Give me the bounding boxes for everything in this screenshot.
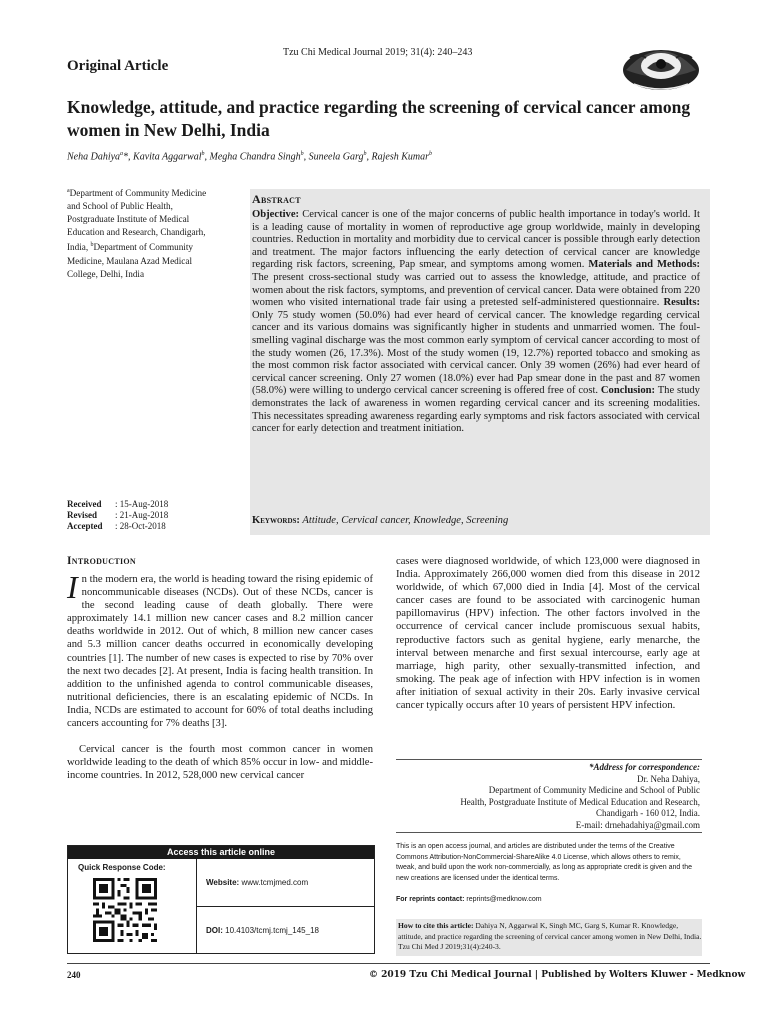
date-row <box>67 499 168 510</box>
website-info <box>206 878 308 887</box>
cite-text: Dahiya N, Aggarwal K, Singh MC, Garg S, Kumar R. Knowledge, attitude, and practice regarding the screening of cervical cancer among women in New Delhi, India. Tzu Chi Med J 2019;31(4):240-3. <box>398 921 702 951</box>
correspondence-name: Dr. Neha Dahiya, <box>637 773 700 784</box>
author-name: Suneela Garg <box>308 151 364 163</box>
divider <box>196 906 374 907</box>
affil-mark: a <box>67 188 70 194</box>
article-dates <box>67 499 168 532</box>
keywords-value: Attitude, Cervical cancer, Knowledge, Screening <box>299 515 509 526</box>
objective-text: Cervical cancer is one of the major concerns of public health importance in today's world. It is a leading cause of mortality in women of reproductive age group worldwide, mainly in developing countries. Reduction in mortality and morbidity due to cervical cancer is possible through early detection and treatment. The major factors influencing the early detection of cervical cancer are knowledge regarding risk factors, screening, Pap smear, and symptoms among women. <box>252 209 700 271</box>
correspondence-line: Health, Postgraduate Institute of Medical Education and Research, <box>460 796 700 807</box>
drop-cap: I <box>67 569 78 605</box>
left-column <box>67 569 373 782</box>
license-text: This is an open access journal, and articles are distributed under the terms of the Creative Commons Attribution-NonCommercial-ShareAlike 4.0 License, which allows others to remix, tweak, and build upon the work non-commercially, as long as appropriate credit is given and the new creations are licensed under the identical terms. <box>396 843 692 882</box>
author-list: Neha Dahiya$^a$*, Kavita Aggarwal$^b$, Megha Chandra Singh$^b$, Suneela Garg$^b$, Rajesh Kumar$^b$ <box>67 151 432 163</box>
author-name: Neha Dahiya <box>67 151 121 163</box>
methods-label: Materials and Methods: <box>588 259 700 271</box>
author-affil-mark: b <box>363 151 367 157</box>
affiliations <box>67 185 207 281</box>
website-label: Website: <box>206 878 240 887</box>
qr-code-icon[interactable] <box>93 876 157 944</box>
date-label: Revised <box>67 510 97 520</box>
conclusion-label: Conclusion: <box>600 385 656 397</box>
corresponding-mark: * <box>123 151 129 163</box>
author-name: Kavita Aggarwal <box>133 151 202 163</box>
correspondence-email: E-mail: drnehadahiya@gmail.com <box>575 819 700 830</box>
footer-divider <box>67 963 710 964</box>
qr-label: Quick Response Code: <box>78 863 166 872</box>
correspondence-line: Chandigarh - 160 012, India. <box>596 808 700 818</box>
objective-label: Objective: <box>252 209 300 220</box>
publisher-line: © 2019 Tzu Chi Medical Journal | Published by Wolters Kluwer - Medknow <box>369 970 746 980</box>
introduction-heading: Introduction <box>67 555 136 567</box>
author-affil-mark: a <box>120 151 124 157</box>
date-value: : 21-Aug-2018 <box>115 510 169 520</box>
access-heading: Access this article online <box>68 846 374 859</box>
journal-reference: Tzu Chi Medical Journal 2019; 31(4): 240–243 <box>283 47 473 58</box>
reprints-contact <box>396 896 542 903</box>
affil-b-text: Department of Community Medicine, Maulana Azad Medical College, Delhi, India <box>67 242 193 279</box>
keywords-heading: Keywords: <box>252 515 300 526</box>
results-label: Results: <box>663 297 700 309</box>
intro-paragraph <box>67 569 373 730</box>
date-row <box>67 510 168 521</box>
abstract-text <box>252 209 700 436</box>
reprints-label: For reprints contact: <box>396 896 465 903</box>
journal-logo-icon <box>620 40 702 92</box>
doi-link[interactable]: 10.4103/tcmj.tcmj_145_18 <box>225 926 319 935</box>
doi-info <box>206 926 319 935</box>
website-link[interactable]: www.tcmjmed.com <box>241 878 309 887</box>
right-column <box>396 555 700 712</box>
intro-paragraph: cases were diagnosed worldwide, of which 123,000 were diagnosed in India. Approximately 266,000 women died from this disease in 2012 worldwide, of which 67,000 died in India [4]. Most of the cervical cancer cases are found to be associated with carcinogenic human papillomavirus (HPV) infection. The other factors involved in the occurrence of cervical cancer include promiscuous sexual habits, reproductive factors such as genital hygiene, early menarche, the interval between menarche and first sexual intercourse, early age at marriage, high parity, other sexually-transmitted infection, and smoking. The peak age of infection with HPV infection is in women after initiation of sexual activity in their 20s. Early invasive cervical cancer typically occurs after 10 years of persistent HPV infection. <box>396 556 700 712</box>
reprints-email[interactable]: reprints@medknow.com <box>466 896 542 903</box>
author-affil-mark: b <box>429 151 432 157</box>
correspondence-block <box>396 762 700 831</box>
divider <box>396 832 702 833</box>
doi-label: DOI: <box>206 926 223 935</box>
access-box <box>67 845 375 954</box>
article-type: Original Article <box>67 58 169 74</box>
date-value: : 15-Aug-2018 <box>115 499 169 509</box>
affil-mark: b <box>90 242 94 249</box>
article-title: Knowledge, attitude, and practice regarding the screening of cervical cancer among women in New Delhi, India <box>67 97 691 140</box>
date-value: : 28-Oct-2018 <box>115 521 166 531</box>
author-name: Megha Chandra Singh <box>209 151 301 163</box>
methods-text: The present cross-sectional study was carried out to assess the knowledge, attitude, and practice of women about the risk factors, symptoms, and prevention of cervical cancer. Data were obtained from 220 women who visited international trade fair using a pretested self-administered questionnaire. <box>252 271 700 309</box>
keywords <box>252 515 700 526</box>
intro-paragraph: Cervical cancer is the fourth most common cancer in women worldwide leading to the death of which 85% occur in low- and middle-income countries. In 2012, 528,000 new cervical cancer <box>67 744 373 782</box>
date-label: Received <box>67 499 102 509</box>
how-to-cite <box>396 919 702 956</box>
conclusion-text: The study demonstrates the lack of awareness in women regarding cervical cancer and its screening modalities. This necessitates spreading awareness regarding early symptoms and risk factors associated with cervical cancer for early detection and treatment initiation. <box>252 385 700 435</box>
affil-a-text: Department of Community Medicine and School of Public Health, Postgraduate Institute of Medical Education and Research, Chandigarh, India, <box>67 188 207 253</box>
intro-para1-text: n the modern era, the world is heading toward the rising epidemic of noncommunicable diseases (NCDs). Out of these NCDs, cancer is the second leading cause of death globally. There were approximately 14.1 million new cancer cases and 8.2 million cancer deaths worldwide in 2012. Out of which, 8 million new cancer cases and 5.3 million cancer deaths occurred in economically developing countries [1]. The number of new cases is expected to rise by 70% over the next two decades [2]. At present, India is facing health transition. In addition to the unfinished agenda to control communicable diseases, nutritional deficiencies, there is an escalating epidemic of NCDs. In India, NCDs are estimated to account for 60% of total deaths including cancers accounting for 7% deaths [3]. <box>67 574 373 730</box>
author-affil-mark: b <box>300 151 304 157</box>
date-label: Accepted <box>67 521 103 531</box>
correspondence-line: Department of Community Medicine and School of Public <box>488 785 700 795</box>
page-number: 240 <box>67 970 81 980</box>
results-text: Only 75 study women (50.0%) had ever heard of cervical cancer. The knowledge regarding cervical cancer and its various domains was significantly higher in students and unmarried women. The foul-smelling vaginal discharge was the most common early symptom of cervical cancer according to most of the study women (26, 17.3%). Most of the study women (19, 12.7%) reported tobacco and smoking as the most common risk factor associated with cervical cancer. Only 39 women (26%) had ever heard of cervical cancer screening. Only 27 women (18.0%) ever had Pap smear done in the past and 87 women (58.0%) were willing to undergo cervical cancer screening is offered free of cost. <box>252 309 700 397</box>
abstract-heading: Abstract <box>252 192 301 206</box>
correspondence-heading: *Address for correspondence: <box>589 762 700 772</box>
author-affil-mark: b <box>201 151 205 157</box>
date-row <box>67 521 168 532</box>
cite-label: How to cite this article: <box>398 921 474 930</box>
author-name: Rajesh Kumar <box>371 151 429 163</box>
divider <box>396 759 702 760</box>
